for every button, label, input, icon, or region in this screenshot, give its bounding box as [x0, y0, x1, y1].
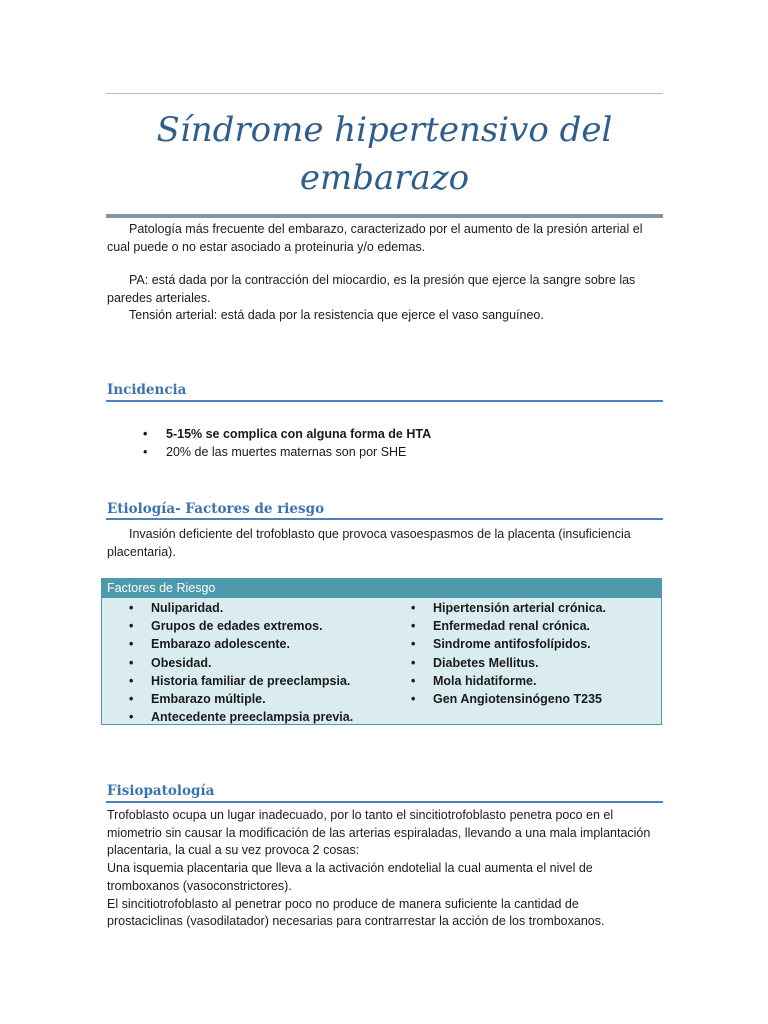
- intro-paragraph-3: [107, 307, 663, 325]
- intro-paragraph-1: [107, 221, 663, 256]
- incidencia-list: [140, 425, 431, 461]
- list-item: • Diabetes Mellitus.: [411, 654, 606, 672]
- heading-etiologia-rule: [106, 518, 663, 520]
- intro-paragraph-2-text: PA: está dada por la contracción del miocardio, es la presión que ejerce la sangre sobre las paredes arteriales.: [107, 273, 636, 305]
- heading-incidencia-rule: [106, 400, 663, 402]
- title-underline: [106, 214, 663, 218]
- text-line: Trofoblasto ocupa un lugar inadecuado, por lo tanto el sincitiotrofoblasto penetra poco en el: [107, 808, 614, 822]
- risk-factors-right-column: [411, 599, 606, 708]
- list-item: • Hipertensión arterial crónica.: [411, 599, 606, 617]
- intro-paragraph-1-text: Patología más frecuente del embarazo, caracterizado por el aumento de la presión arterial el cual puede o no estar asociado a proteinuria y/o edemas.: [107, 222, 643, 254]
- bullet-icon: •: [143, 445, 148, 459]
- title-line-2: embarazo: [299, 158, 470, 198]
- risk-factors-table: [101, 578, 662, 725]
- list-item: • Enfermedad renal crónica.: [411, 617, 606, 635]
- bullet-icon: •: [129, 692, 134, 707]
- bullet-icon: •: [129, 655, 134, 670]
- title-line-1: Síndrome hipertensivo del: [156, 110, 613, 150]
- list-item: • Mola hidatiforme.: [411, 672, 606, 690]
- list-item: • Obesidad.: [129, 654, 353, 672]
- heading-fisiopatologia-rule: [106, 801, 663, 803]
- intro-paragraph-3-text: Tensión arterial: está dada por la resistencia que ejerce el vaso sanguíneo.: [129, 308, 544, 322]
- page-title: [106, 106, 663, 202]
- list-item: • 20% de las muertes maternas son por SHE: [143, 445, 407, 459]
- text-line: El sincitiotrofoblasto al penetrar poco no produce de manera suficiente la cantidad de: [107, 896, 579, 911]
- heading-etiologia: Etiología- Factores de riesgo: [107, 501, 325, 517]
- list-item: • Nuliparidad.: [129, 599, 353, 617]
- fisiopatologia-paragraph: [107, 807, 663, 931]
- heading-fisiopatologia: Fisiopatología: [107, 783, 215, 799]
- list-item: • Sindrome antifosfolípidos.: [411, 635, 606, 653]
- text-line: tromboxanos (vasoconstrictores).: [107, 878, 292, 893]
- risk-factors-left-column: [129, 599, 353, 726]
- etiologia-paragraph-text: Invasión deficiente del trofoblasto que provoca vasoespasmos de la placenta (insuficiencia placentaria).: [107, 527, 631, 559]
- bullet-icon: •: [129, 710, 134, 725]
- bullet-icon: •: [411, 601, 416, 615]
- etiologia-paragraph: [107, 526, 663, 561]
- list-item: • Embarazo múltiple.: [129, 690, 353, 708]
- bullet-icon: •: [411, 619, 416, 634]
- list-item: • Gen Angiotensinógeno T235: [411, 690, 606, 708]
- text-line: miometrio sin causar la modificación de las arterias espiraladas, llevando a una mala implantación: [107, 825, 651, 840]
- bullet-icon: •: [411, 673, 416, 688]
- bullet-icon: •: [129, 673, 134, 688]
- bullet-icon: •: [143, 427, 148, 441]
- bullet-icon: •: [129, 637, 134, 652]
- list-item: • Grupos de edades extremos.: [129, 617, 353, 635]
- list-item: • Embarazo adolescente.: [129, 635, 353, 653]
- list-item: • Historia familiar de preeclampsia.: [129, 672, 353, 690]
- heading-incidencia: Incidencia: [107, 382, 187, 398]
- bullet-icon: •: [411, 655, 416, 670]
- bullet-icon: •: [411, 637, 416, 652]
- risk-factors-header: Factores de Riesgo: [102, 579, 661, 598]
- top-divider: [106, 93, 663, 94]
- text-line: Una isquemia placentaria que lleva a la activación endotelial la cual aumenta el nivel de: [107, 861, 593, 876]
- list-item: • Antecedente preeclampsia previa.: [129, 708, 353, 726]
- bullet-icon: •: [129, 601, 134, 615]
- list-item: • 5-15% se complica con alguna forma de HTA: [143, 427, 432, 441]
- bullet-icon: •: [411, 692, 416, 707]
- text-line: prostaciclinas (vasodilatador) necesarias para contrarrestar la acción de los tromboxanos.: [107, 914, 605, 929]
- text-line: placentaria, la cual a su vez provoca 2 cosas:: [107, 843, 360, 858]
- bullet-icon: •: [129, 619, 134, 634]
- intro-paragraph-2: [107, 272, 663, 307]
